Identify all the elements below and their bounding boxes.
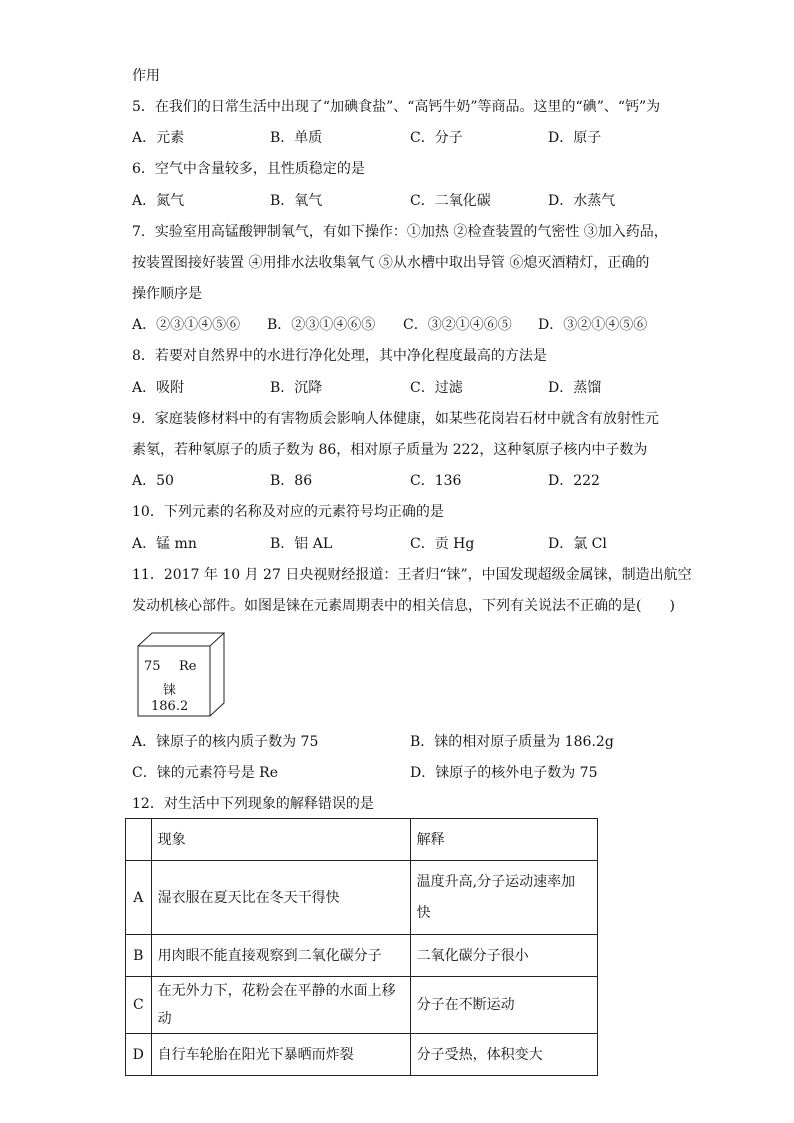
- row-label: A: [126, 861, 152, 935]
- q6-option-a: A．氮气: [132, 193, 185, 209]
- q7-option-d: D．③②①④⑤⑥: [538, 317, 648, 333]
- q5-option-b: B．单质: [270, 130, 323, 146]
- q11-option-d: D．铼原子的核外电子数为 75: [410, 765, 598, 781]
- table-header-row: [126, 819, 598, 861]
- q6-option-b: B．氧气: [270, 193, 323, 209]
- q8-option-c: C．过滤: [410, 380, 463, 396]
- question-9-line1: 9．家庭装修材料中的有害物质会影响人体健康，如某些花岗岩石材中就含有放射性元: [132, 411, 659, 427]
- q6-option-d: D．水蒸气: [548, 193, 616, 209]
- phenomenon-cell: 用肉眼不能直接观察到二氧化碳分子: [151, 935, 410, 977]
- q5-option-c: C．分子: [410, 130, 463, 146]
- explanation-line: 快: [416, 904, 431, 921]
- q11-option-a: A．铼原子的核内质子数为 75: [132, 734, 319, 750]
- q9-option-a: A．50: [132, 473, 174, 489]
- phenomenon-cell: 湿衣服在夏天比在冬天干得快: [151, 861, 410, 935]
- element-symbol: Re: [179, 659, 197, 674]
- question-11-line2: 发动机核心部件。如图是铼在元素周期表中的相关信息，下列有关说法不正确的是( ): [132, 598, 675, 614]
- header-cell: 解释: [410, 819, 597, 861]
- q6-option-c: C．二氧化碳: [410, 193, 491, 209]
- question-10: 10．下列元素的名称及对应的元素符号均正确的是: [132, 504, 444, 520]
- q8-option-b: B．沉降: [270, 380, 323, 396]
- q9-option-c: C．136: [410, 473, 462, 489]
- q7-option-b: B．②③①④⑥⑤: [267, 317, 376, 333]
- explanation-cell: 二氧化碳分子很小: [410, 935, 597, 977]
- question-6: 6．空气中含量较多，且性质稳定的是: [132, 161, 365, 177]
- question-11-line1: 11．2017 年 10 月 27 日央视财经报道：王者归“铼”，中国发现超级金属铼，制造出航空: [132, 567, 692, 583]
- q9-option-d: D．222: [548, 473, 600, 489]
- q10-option-c: C．贡 Hg: [410, 536, 475, 552]
- q7-option-a: A．②③①④⑤⑥: [132, 317, 241, 333]
- q7-option-c: C．③②①④⑥⑤: [403, 317, 512, 333]
- q10-option-a: A．锰 mn: [132, 536, 197, 552]
- explanation-table: [125, 818, 598, 1076]
- table-row: [126, 861, 598, 935]
- q10-option-b: B．铝 AL: [270, 536, 333, 552]
- header-cell: [126, 819, 152, 861]
- phenomenon-cell: 在无外力下，花粉会在平静的水面上移动: [151, 977, 410, 1034]
- row-label: D: [126, 1034, 152, 1076]
- explanation-cell: 分子受热，体积变大: [410, 1034, 597, 1076]
- q5-option-d: D．原子: [548, 130, 602, 146]
- explanation-cell: 分子在不断运动: [410, 977, 597, 1034]
- table-row: [126, 1034, 598, 1076]
- question-8: 8．若要对自然界中的水进行净化处理，其中净化程度最高的方法是: [132, 348, 547, 364]
- q8-option-a: A．吸附: [132, 380, 185, 396]
- question-7-line2: 按装置图接好装置 ④用排水法收集氧气 ⑤从水槽中取出导管 ⑥熄灭酒精灯，正确的: [132, 255, 650, 271]
- q11-option-c: C．铼的元素符号是 Re: [132, 765, 278, 781]
- q11-option-b: B．铼的相对原子质量为 186.2g: [410, 734, 614, 750]
- q8-option-d: D．蒸馏: [548, 380, 602, 396]
- q5-option-a: A．元素: [132, 130, 185, 146]
- question-5: 5．在我们的日常生活中出现了“加碘食盐”、“高钙牛奶”等商品。这里的“碘”、“钙”为: [132, 99, 661, 115]
- atomic-number: 75: [144, 659, 161, 674]
- table-row: [126, 935, 598, 977]
- q10-option-d: D．氯 Cl: [548, 536, 607, 552]
- row-label: C: [126, 977, 152, 1034]
- phenomenon-cell: 自行车轮胎在阳光下暴晒而炸裂: [151, 1034, 410, 1076]
- question-9-line2: 素氡，若种氡原子的质子数为 86，相对原子质量为 222，这种氡原子核内中子数为: [132, 442, 648, 458]
- element-name: 铼: [163, 683, 177, 698]
- explanation-cell: [410, 861, 597, 935]
- atomic-mass: 186.2: [151, 699, 189, 714]
- continuation-text: 作用: [132, 68, 160, 84]
- explanation-line: 温度升高,分子运动速率加: [416, 873, 576, 890]
- question-7-line3: 操作顺序是: [132, 286, 202, 302]
- header-cell: 现象: [151, 819, 410, 861]
- rhenium-element-cube: [137, 632, 227, 722]
- question-12: 12．对生活中下列现象的解释错误的是: [132, 796, 374, 812]
- question-7-line1: 7．实验室用高锰酸钾制氧气，有如下操作：①加热 ②检查装置的气密性 ③加入药品，: [132, 224, 668, 240]
- table-row: [126, 977, 598, 1034]
- q9-option-b: B．86: [270, 473, 313, 489]
- row-label: B: [126, 935, 152, 977]
